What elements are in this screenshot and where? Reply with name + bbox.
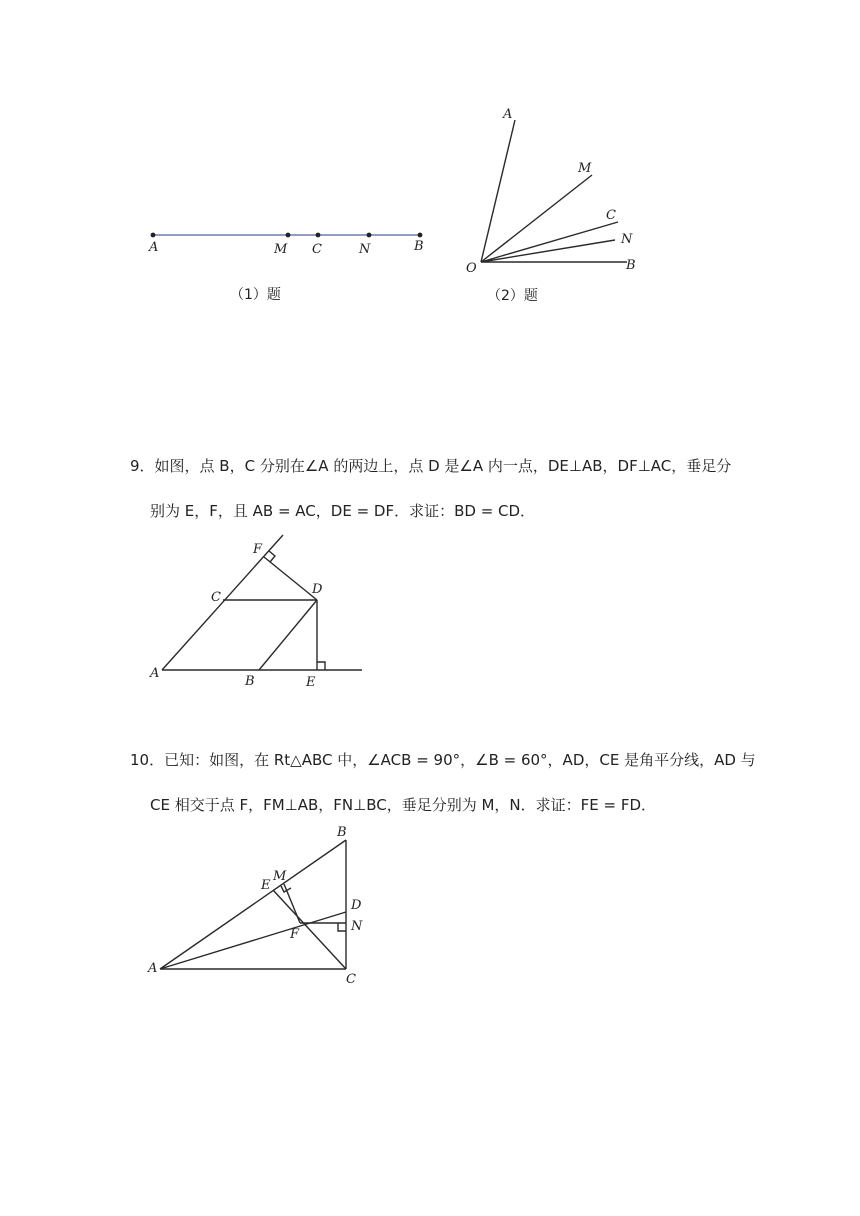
segment-ce xyxy=(273,890,346,969)
line-ac-extended xyxy=(162,535,283,670)
label-f: F xyxy=(253,542,263,557)
label-n: N xyxy=(351,919,363,934)
label-b: B xyxy=(245,674,255,689)
problem-9-line-1: 9．如图，点 B，C 分别在∠A 的两边上，点 D 是∠A 内一点，DE⊥AB，DF⊥AC，垂足分 xyxy=(130,457,732,475)
segment-ad xyxy=(160,912,346,969)
ray-oc xyxy=(481,222,618,262)
ray-on xyxy=(481,240,615,262)
point-a xyxy=(151,233,156,238)
label-e: E xyxy=(261,878,271,893)
problem-9-line-2: 别为 E，F，且 AB = AC，DE = DF．求证：BD = CD． xyxy=(150,502,536,520)
problem-10-line-1: 10．已知：如图，在 Rt△ABC 中，∠ACB = 90°，∠B = 60°，AD，CE 是角平分线，AD 与 xyxy=(130,751,756,769)
label-m: M xyxy=(578,161,592,176)
problem-9-diagram xyxy=(149,535,362,690)
label-b: B xyxy=(414,239,424,254)
right-angle-mark-f xyxy=(269,551,275,562)
figure-2-diagram xyxy=(466,107,636,304)
label-c: C xyxy=(312,242,322,257)
label-a: A xyxy=(503,107,513,122)
point-n xyxy=(367,233,372,238)
problem-10-line-2: CE 相交于点 F，FM⊥AB，FN⊥BC，垂足分别为 M，N．求证：FE = FD． xyxy=(150,796,657,814)
right-angle-mark-n xyxy=(338,923,346,931)
segment-df xyxy=(264,557,317,600)
label-e: E xyxy=(306,675,316,690)
figure-1-diagram xyxy=(148,233,424,303)
label-c: C xyxy=(606,208,616,223)
figure-2-caption: （2）题 xyxy=(487,288,538,304)
label-d: D xyxy=(312,582,323,597)
label-c: C xyxy=(211,590,221,605)
right-angle-mark-e xyxy=(317,662,325,670)
label-n: N xyxy=(621,232,633,247)
label-a: A xyxy=(148,961,158,976)
label-m: M xyxy=(273,869,287,884)
problem-10-diagram xyxy=(147,825,363,987)
label-a: A xyxy=(150,666,160,681)
point-b xyxy=(418,233,423,238)
label-f: F xyxy=(290,927,300,942)
label-b: B xyxy=(626,258,636,273)
label-o: O xyxy=(466,261,477,276)
figure-1-caption: （1）题 xyxy=(230,287,281,303)
segment-fm xyxy=(284,884,300,923)
ray-oa xyxy=(481,120,515,262)
label-c: C xyxy=(346,972,356,987)
segment-ab xyxy=(160,840,346,969)
label-m: M xyxy=(274,242,288,257)
label-d: D xyxy=(351,898,362,913)
segment-bd xyxy=(259,600,317,670)
right-angle-mark-m xyxy=(281,886,291,892)
label-n: N xyxy=(359,242,371,257)
ray-om xyxy=(481,175,592,262)
point-m xyxy=(286,233,291,238)
label-b: B xyxy=(337,825,347,840)
label-a: A xyxy=(149,240,159,255)
point-c xyxy=(316,233,321,238)
